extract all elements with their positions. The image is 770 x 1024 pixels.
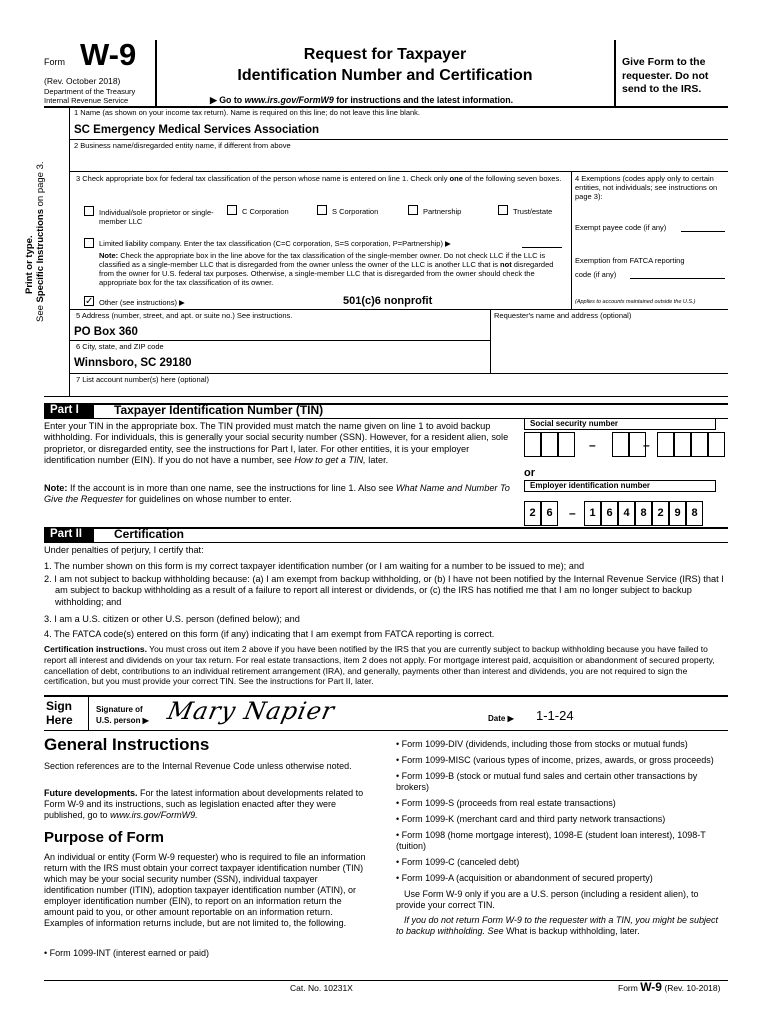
ssn-dash-2: – — [643, 438, 650, 452]
c-corporation-label: C Corporation — [242, 207, 289, 216]
backup-withholding-paragraph: If you do not return Form W-9 to the requester with a TIN, you might be subject to backup withholding. See What is backup withholding, later. — [396, 915, 718, 936]
section-references: Section references are to the Internal Revenue Code unless otherwise noted. — [44, 761, 352, 771]
ein-digit-7[interactable]: 2 — [652, 501, 669, 526]
sidebar-instructions — [24, 112, 46, 322]
bullet-item: • Form 1098 (home mortgage interest), 1098-E (student loan interest), 1098-T (tuition) — [396, 830, 706, 851]
cert-item-4: 4. The FATCA code(s) entered on this form (if any) indicating that I am exempt from FATCA reporting is correct. — [44, 629, 495, 639]
ssn-digit-7[interactable] — [674, 432, 691, 457]
bullet-item: • Form 1099-DIV (dividends, including those from stocks or mutual funds) — [396, 739, 688, 749]
part1-title: Taxpayer Identification Number (TIN) — [114, 403, 324, 417]
signature-field[interactable]: Mary Napier — [165, 697, 338, 725]
ein-digit-3[interactable]: 1 — [584, 501, 601, 526]
account-numbers-field[interactable] — [44, 396, 728, 397]
city-state-zip-field[interactable]: Winnsboro, SC 29180 — [74, 357, 192, 369]
date-field[interactable]: 1-1-24 — [536, 708, 574, 723]
c-corporation-checkbox[interactable] — [227, 205, 237, 215]
partnership-checkbox[interactable] — [408, 205, 418, 215]
cert-instructions: Certification instructions. You must cross out item 2 above if you have been notified by the IRS that you are currently subject to backup withholding because you have failed to report all interest and dividends on your tax return. For real estate transactions, item 2 does not apply. For mortgage interest paid, acquisition or abandonment of secured property, cancellation of debt, contributions to an individual retirement arrangement (IRA), and generally, payments other than interest and dividends, you are not required to sign the certification, but you must provide your correct TIN. See the instructions for Part II, later. — [44, 644, 715, 687]
form-title — [160, 44, 610, 86]
ssn-digit-8[interactable] — [691, 432, 708, 457]
applies-note: (Applies to accounts maintained outside the U.S.) — [575, 299, 696, 305]
s-corporation-label: S Corporation — [332, 207, 379, 216]
form-label: Form — [44, 57, 65, 67]
exempt-payee-field[interactable] — [681, 231, 725, 232]
irs-line: Internal Revenue Service — [44, 96, 129, 105]
purpose-heading: Purpose of Form — [44, 829, 165, 846]
partnership-label: Partnership — [423, 207, 462, 216]
right-column — [396, 739, 726, 937]
check-mark-icon: ✓ — [85, 296, 94, 307]
line5-label: 5 Address (number, street, and apt. or suite no.) See instructions. — [76, 311, 293, 320]
future-url[interactable]: www.irs.gov/FormW9. — [110, 810, 198, 820]
date-label: Date ▶ — [488, 714, 514, 723]
cert-item-2: 2. I am not subject to backup withholding because: (a) I am exempt from backup withholding, or (b) I have not been notified by the Internal Revenue Service (IRS) that I am subject to backup withholding as a result of a failure to report all interest or dividends, or (c) the IRS has notified me that I am no longer subject to backup withholding; and — [44, 574, 724, 607]
signature-label: Signature of U.S. person ▶ — [96, 705, 149, 725]
ssn-dash-1: – — [589, 438, 596, 452]
part2-tag: Part II — [44, 527, 94, 542]
cert-intro: Under penalties of perjury, I certify that: — [44, 545, 204, 555]
or-separator: or — [524, 467, 535, 479]
irs-url[interactable]: www.irs.gov/FormW9 — [244, 95, 334, 105]
bullet-item: • Form 1099-MISC (various types of income, prizes, awards, or gross proceeds) — [396, 755, 714, 765]
title-line-1: Request for Taxpayer — [303, 46, 467, 63]
exempt-payee-label: Exempt payee code (if any) — [575, 223, 667, 232]
ssn-digit-6[interactable] — [657, 432, 674, 457]
footer-form-id: Form W-9 (Rev. 10-2018) — [618, 980, 721, 994]
ein-digit-9[interactable]: 8 — [686, 501, 703, 526]
part1-instructions: Enter your TIN in the appropriate box. The TIN provided must match the name given on line 1 to avoid backup withholding. For individuals, this is generally your social security number (SSN). However, for a resident alien, sole proprietor, or disregarded entity, see the instructions for Part I, later. For other entities, it is your employer identification number (EIN). If you do not have a number, see How to get a TIN, later. — [44, 421, 509, 465]
line2-business-name-field[interactable] — [69, 171, 728, 172]
goto-prefix: ▶ Go to — [210, 95, 245, 105]
trust-estate-checkbox[interactable] — [498, 205, 508, 215]
print-or-type: Print or type. — [24, 235, 35, 294]
ein-digit-6[interactable]: 8 — [635, 501, 652, 526]
catalog-number: Cat. No. 10231X — [290, 983, 353, 993]
other-checkbox[interactable] — [84, 296, 94, 306]
line3-label: 3 Check appropriate box for federal tax classification of the person whose name is entered on line 1. Check only one of the following seven boxes. — [76, 174, 562, 183]
general-instructions-heading: General Instructions — [44, 735, 210, 754]
ein-dash: – — [569, 506, 576, 520]
part1-note: Note: If the account is in more than one name, see the instructions for line 1. Also see What Name and Number To Give the Requester for guidelines on whose number to enter. — [44, 483, 510, 505]
bullet-item: • Form 1099-B (stock or mutual fund sales and certain other transactions by brokers) — [396, 771, 698, 792]
part1-tag: Part I — [44, 403, 94, 418]
s-corporation-checkbox[interactable] — [317, 205, 327, 215]
give-form-notice: Give Form to the requester. Do not send to the IRS. — [622, 56, 709, 95]
form-number: W-9 — [80, 37, 137, 72]
fatca-code-field[interactable] — [630, 278, 725, 279]
use-form-paragraph: Use Form W-9 only if you are a U.S. person (including a resident alien), to provide your correct TIN. — [396, 889, 699, 910]
line7-label: 7 List account number(s) here (optional) — [76, 375, 209, 384]
bullet-item: • Form 1099-A (acquisition or abandonment of secured property) — [396, 873, 653, 883]
llc-checkbox[interactable] — [84, 238, 94, 248]
llc-label: Limited liability company. Enter the tax classification (C=C corporation, S=S corporation, P=Partnership) ▶ — [99, 239, 451, 248]
ein-digit-5[interactable]: 4 — [618, 501, 635, 526]
part2-title: Certification — [114, 527, 185, 541]
title-line-2: Identification Number and Certification — [237, 67, 533, 84]
bullet-1099-int: • Form 1099-INT (interest earned or paid) — [44, 948, 210, 958]
future-developments: Future developments. For the latest information about developments related to Form W-9 and its instructions, such as legislation enacted after they were published, go to www.irs.gov/FormW9. — [44, 788, 364, 820]
see-specific-instructions: See Specific Instructions on page 3. — [35, 161, 46, 322]
cert-item-3: 3. I am a U.S. citizen or other U.S. person (defined below); and — [44, 614, 300, 624]
llc-classification-field[interactable] — [522, 247, 562, 248]
ein-digit-8[interactable]: 9 — [669, 501, 686, 526]
individual-label: Individual/sole proprietor or single-member LLC — [99, 208, 214, 226]
ssn-label-box: Social security number — [524, 418, 716, 430]
bullet-item: • Form 1099-K (merchant card and third party network transactions) — [396, 814, 666, 824]
requester-label: Requester's name and address (optional) — [494, 311, 632, 320]
address-field[interactable]: PO Box 360 — [74, 326, 138, 338]
goto-suffix: for instructions and the latest information. — [333, 95, 514, 105]
llc-note: Note: Check the appropriate box in the line above for the tax classification of the single-member owner. Do not check LLC if the LLC is classified as a single-member LLC that is disregarded from the owner unless the owner of the LLC is another LLC that is not disregarded from the owner for U.S. federal tax purposes. Otherwise, a single-member LLC that is disregarded from the owner should check the appropriate box for the tax classification of its owner. — [99, 251, 554, 287]
line2-label: 2 Business name/disregarded entity name, if different from above — [74, 141, 291, 150]
fatca-label: Exemption from FATCA reporting code (if any) — [575, 256, 685, 279]
ssn-digit-2[interactable] — [541, 432, 558, 457]
other-label: Other (see instructions) ▶ — [99, 298, 185, 307]
sign-here-label: Sign Here — [46, 699, 73, 727]
line1-label: 1 Name (as shown on your income tax return). Name is required on this line; do not leave this line blank. — [74, 108, 421, 117]
ein-digit-4[interactable]: 6 — [601, 501, 618, 526]
individual-checkbox[interactable] — [84, 206, 94, 216]
other-classification-field[interactable]: 501(c)6 nonprofit — [343, 295, 433, 307]
ssn-digit-9[interactable] — [708, 432, 725, 457]
ssn-digit-1[interactable] — [524, 432, 541, 457]
department-line: Department of the Treasury — [44, 87, 136, 96]
goto-instructions — [210, 95, 513, 106]
ein-digit-2[interactable]: 6 — [541, 501, 558, 526]
ein-digit-1[interactable]: 2 — [524, 501, 541, 526]
trust-estate-label: Trust/estate — [513, 207, 553, 216]
purpose-paragraph: An individual or entity (Form W-9 requester) who is required to file an information return with the IRS must obtain your correct taxpayer identification number (TIN) which may be your social security number (SSN), individual taxpayer identification number (ITIN), adoption taxpayer identification number (ATIN), or employer identification number (EIN), to report on an information return the amount paid to you, or other amount reportable on an information return. Examples of information returns include, but are not limited to, the following. — [44, 852, 366, 928]
cert-item-1: 1. The number shown on this form is my correct taxpayer identification number (or I am waiting for a number to be issued to me); and — [44, 561, 585, 571]
ssn-digit-3[interactable] — [558, 432, 575, 457]
line6-label: 6 City, state, and ZIP code — [76, 342, 164, 351]
ssn-digit-4[interactable] — [612, 432, 629, 457]
line1-name-field[interactable]: SC Emergency Medical Services Association — [74, 124, 320, 136]
bullet-item: • Form 1099-S (proceeds from real estate transactions) — [396, 798, 616, 808]
bullet-item: • Form 1099-C (canceled debt) — [396, 857, 520, 867]
ein-label-box: Employer identification number — [524, 480, 716, 492]
exemptions-label: 4 Exemptions (codes apply only to certain entities, not individuals; see instructions on page 3): — [575, 174, 718, 201]
revision-date: (Rev. October 2018) — [44, 76, 121, 86]
